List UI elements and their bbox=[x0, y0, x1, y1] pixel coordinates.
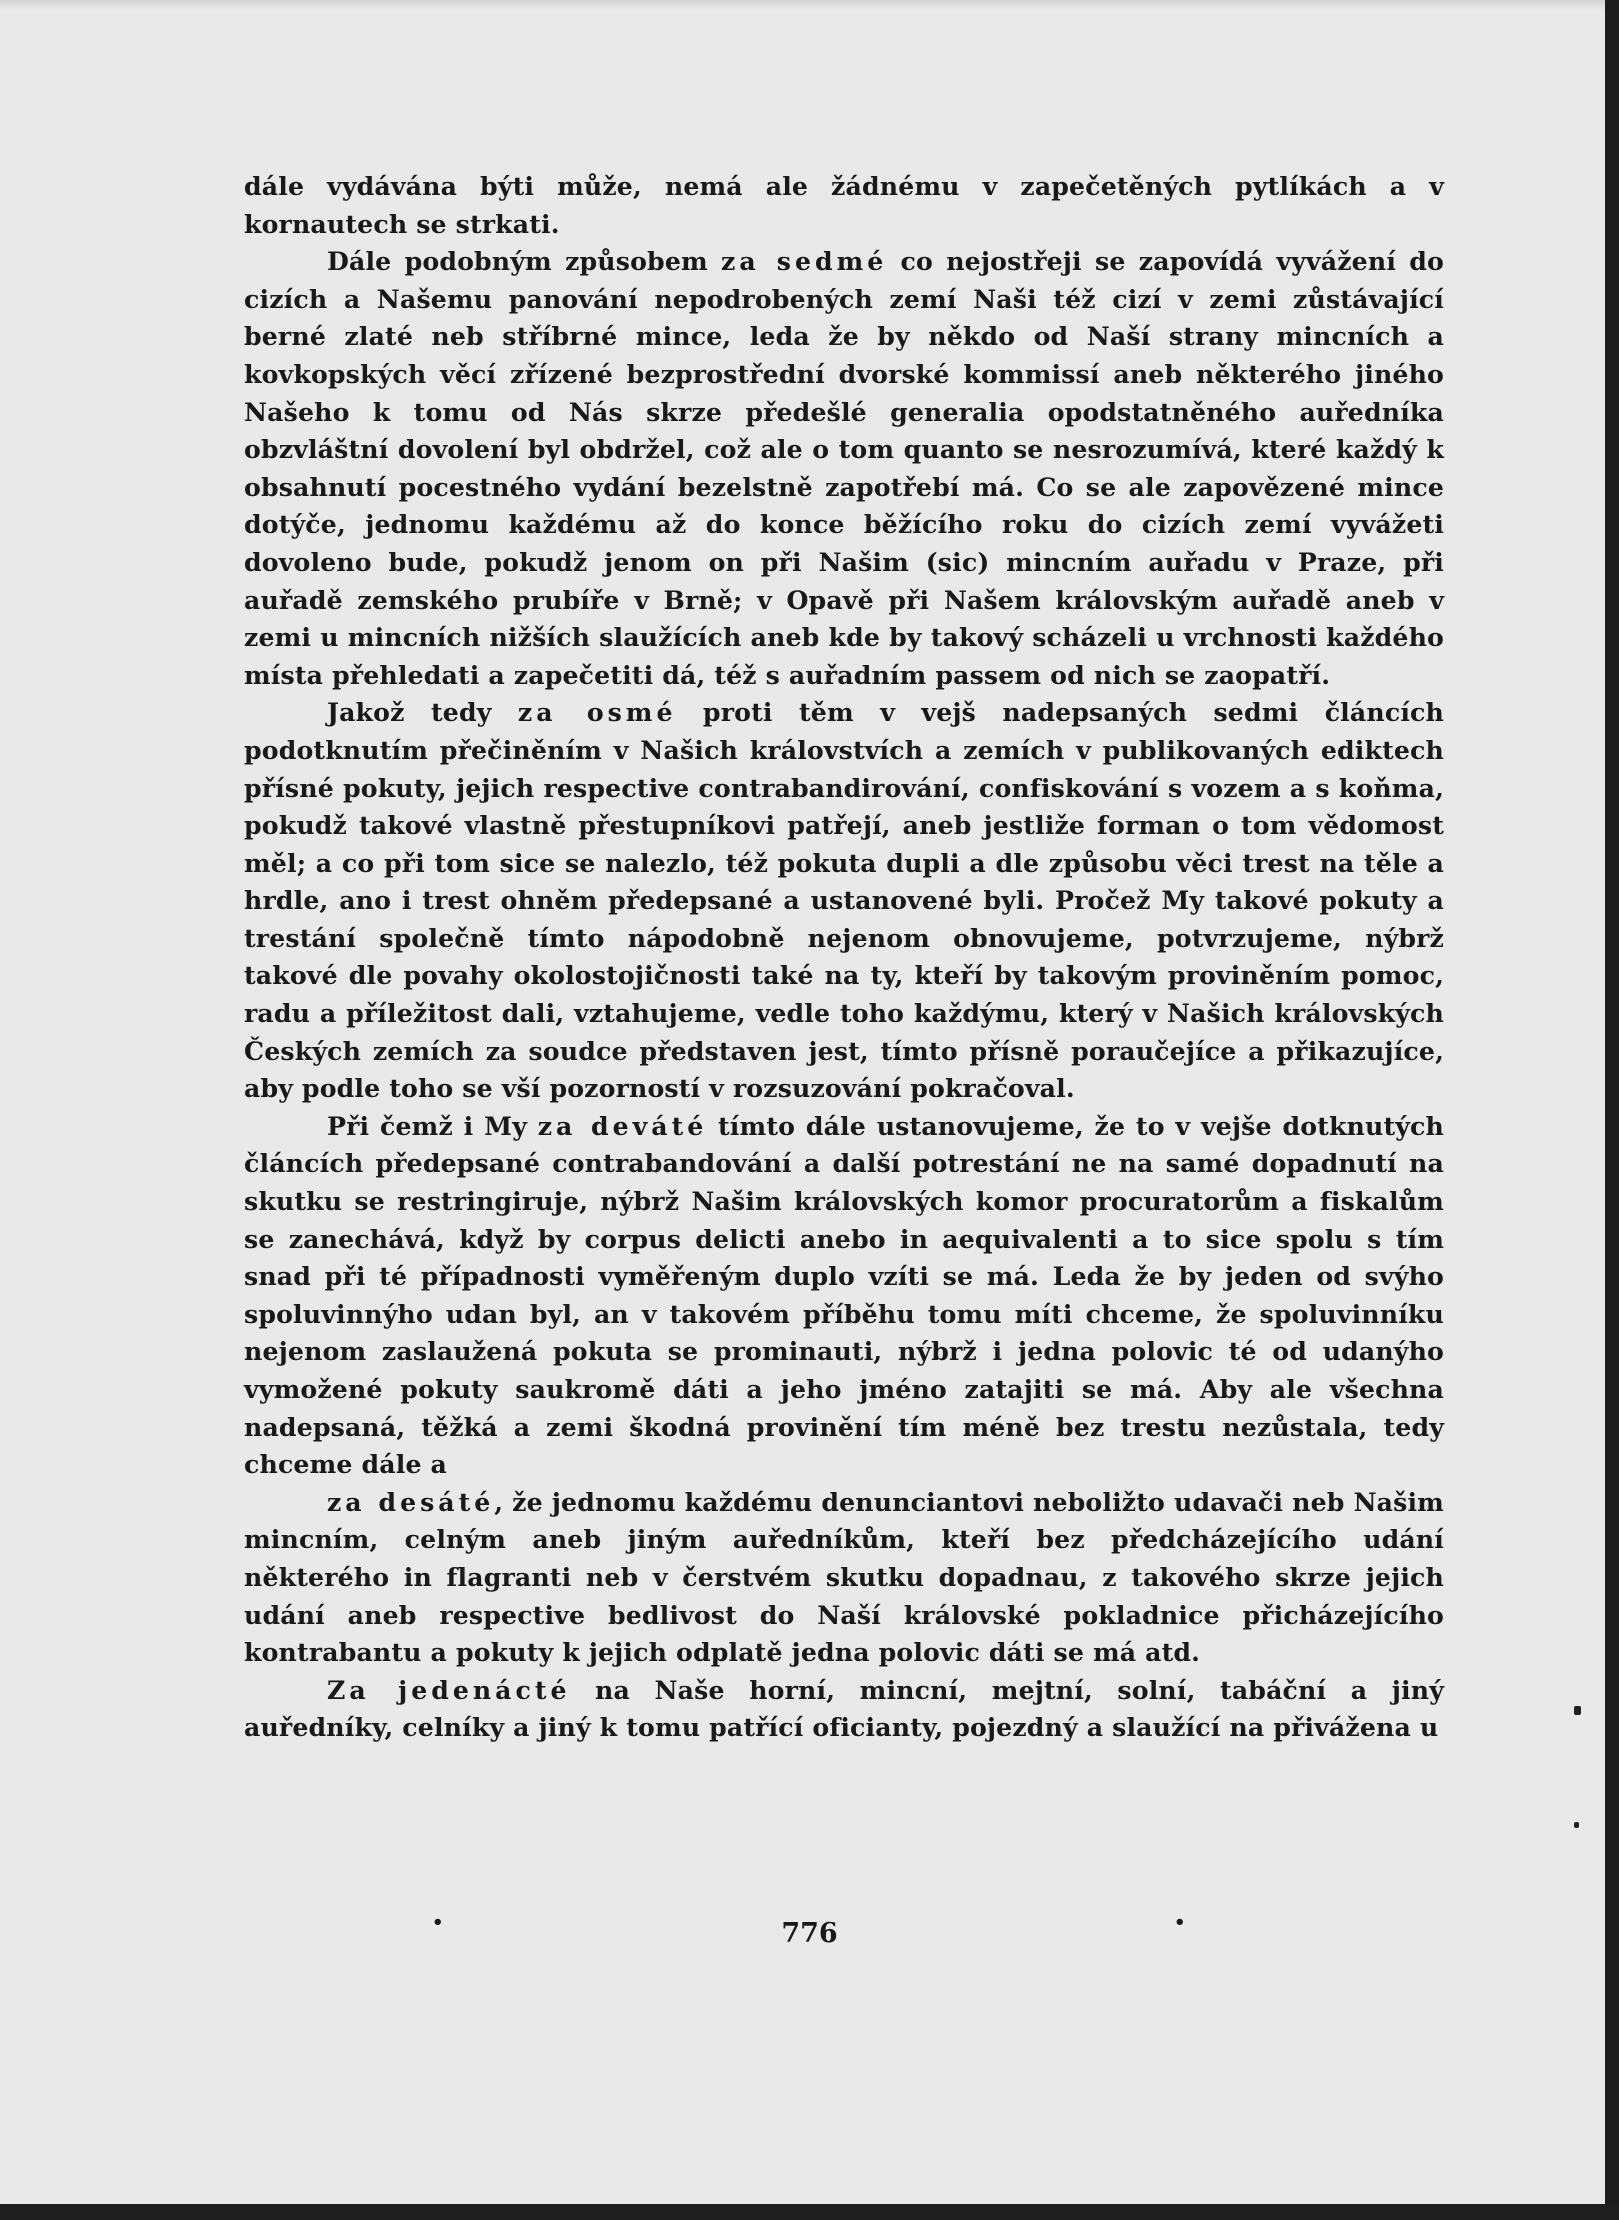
paragraph-text: , že jednomu každému denunciantovi neboližto udavači neb Našim mincním, celným aneb jiným auředníkům, kteří bez předcházejícího udání některého in flagranti neb v čerstvém skutku dopadnau, z takového skrze jejich udání aneb respective bedlivost do Naší královské pokladnice přicházejícího kontrabantu a pokuty k jejich odplatě jedna polovic dáti se má atd. bbox=[244, 1486, 1444, 1668]
paragraph-text: Při čemž i My bbox=[327, 1110, 538, 1141]
margin-dot-left: • bbox=[432, 1912, 444, 1933]
scan-top-edge bbox=[0, 0, 1619, 10]
paragraph-1 bbox=[244, 168, 1444, 243]
paragraph-3 bbox=[244, 694, 1444, 1108]
scan-bottom-edge bbox=[0, 2204, 1619, 2220]
page-number: 776 bbox=[781, 1918, 838, 1949]
article-keyword: za desáté bbox=[327, 1486, 495, 1517]
paragraph-text: na Naše horní, mincní, mejtní, solní, tabáční a jiný auředníky, celníky a jiný k tomu patřící oficianty, pojezdný a slaužící na přivážena u bbox=[244, 1674, 1444, 1743]
paragraph-text: co nejostřeji se zapovídá vyvážení do cizích a Našemu panování nepodrobených zemí Naši též cizí v zemi zůstávající berné zlaté neb stříbrné mince, leda že by někdo od Naší strany mincních a kovkopských věcí zřízené bezprostřední dvorské kommissí aneb některého jiného Našeho k tomu od Nás skrze předešlé generalia opodstatněného auředníka obzvláštní dovolení byl obdržel, což ale o tom quanto se nesrozumívá, které každý k obsahnutí pocestného vydání bezelstně zapotřebí má. Co se ale zapovězené mince dotýče, jednomu každému až do konce běžícího roku do cizích zemí vyvážeti dovoleno bude, pokudž jenom on při Našim (sic) mincním auřadu v Praze, při auřadě zemského prubíře v Brně; v Opavě při Našem královským auřadě aneb v zemi u mincních nižších slaužících aneb kde by takový scházeli u vrchnosti každého místa přehledati a zapečetiti dá, též s auřadním passem od nich se zaopatří. bbox=[244, 246, 1445, 690]
paragraph-text: dále vydávána býti může, nemá ale žádnému v zapečetěných pytlíkách a v kornautech se strkati. bbox=[244, 171, 1444, 239]
paragraph-text: tímto dále ustanovujeme, že to v vejše dotknutých článcích předepsané contrabandování a další potrestání ne na samé dopadnutí na skutku se restringiruje, nýbrž Našim královských komor procuratorům a fiskalům se zanechává, když by corpus delicti anebo in aequivalenti a to sice spolu s tím snad při té případnosti vyměřeným duplo vzíti se má. Leda že by jeden od svýho spoluvinnýho udan byl, an v takovém příběhu tomu míti chceme, že spoluvinníku nejenom zaslaužená pokuta se prominauti, nýbrž i jedna polovic té od udanýho vymožené pokuty saukromě dáti a jeho jméno zatajiti se má. Aby ale všechna nadepsaná, těžká a zemi škodná provinění tím méně bez trestu nezůstala, tedy chceme dále a bbox=[244, 1110, 1444, 1480]
paragraph-text: proti těm v vejš nadepsaných sedmi článcích podotknutím přečiněním v Našich královstvích a zemích v publikovaných ediktech přísné pokuty, jejich respective contrabandirování, confiskování s vozem a s koňma, pokudž takové vlastně přestupníkovi patřejí, aneb jestliže forman o tom vědomost měl; a co při tom sice se nalezlo, též pokuta dupli a dle způsobu věci trest na těle a hrdle, ano i trest ohněm předepsané a ustanovené byli. Pročež My takové pokuty a trestání společně tímto nápodobně nejenom obnovujeme, potvrzujeme, nýbrž takové dle povahy okolostojičnosti také na ty, kteří by takovým proviněním pomoc, radu a příležitost dali, vztahujeme, vedle toho každýmu, který v Našich královských Českých zemích za soudce představen jest, tímto přísně poraučejíce a přikazujíce, aby podle toho se vší pozorností v rozsuzování pokračoval. bbox=[244, 697, 1444, 1104]
article-keyword: za osmé bbox=[517, 697, 677, 728]
document-body bbox=[244, 168, 1444, 1747]
article-keyword: Za jedenácté bbox=[327, 1674, 571, 1705]
scan-right-edge bbox=[1605, 0, 1619, 2220]
paragraph-text: Dále podobným způsobem bbox=[327, 246, 722, 277]
paragraph-text: Jakož tedy bbox=[327, 697, 518, 728]
margin-speck bbox=[1574, 1822, 1579, 1828]
paragraph-6 bbox=[244, 1672, 1444, 1747]
margin-speck bbox=[1574, 1706, 1581, 1715]
paragraph-5 bbox=[244, 1484, 1444, 1672]
margin-dot-right: • bbox=[1174, 1912, 1186, 1933]
article-keyword: za sedmé bbox=[721, 246, 888, 277]
paragraph-4 bbox=[244, 1108, 1444, 1484]
paragraph-2 bbox=[244, 243, 1444, 694]
article-keyword: za deváté bbox=[537, 1110, 708, 1141]
